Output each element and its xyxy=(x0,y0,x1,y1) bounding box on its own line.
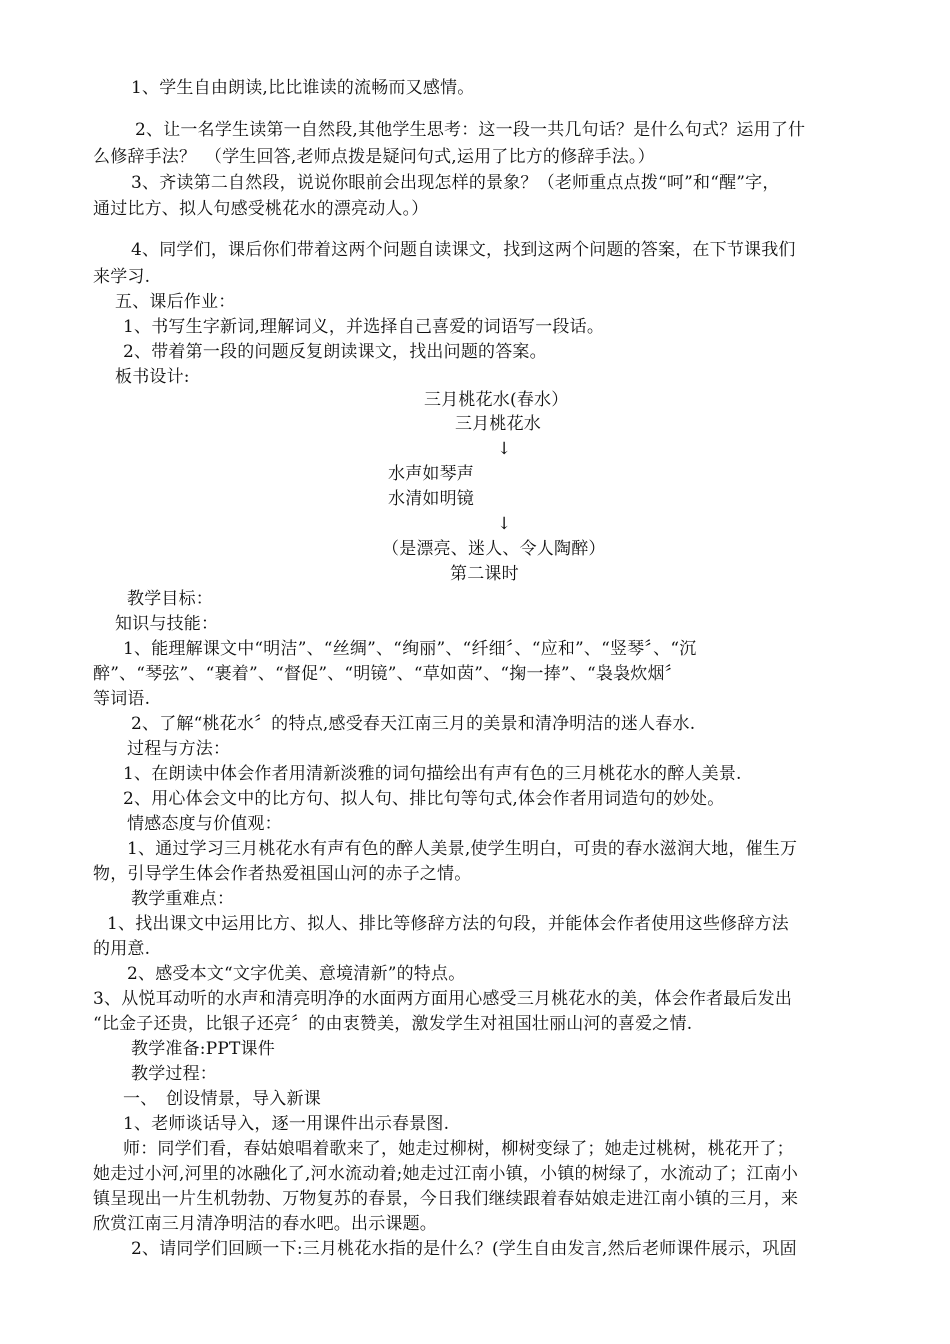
paragraph-line: 物，引导学生体会作者热爱祖国山河的赤子之情。 xyxy=(93,864,472,884)
paragraph-line: 4、同学们，课后你们带着这两个问题自读课文，找到这两个问题的答案，在下节课我们 xyxy=(131,240,796,260)
board-title: 三月桃花水(春水） xyxy=(424,390,569,410)
paragraph-line: 2、让一名学生读第一自然段,其他学生思考：这一段一共几句话？是什么句式？运用了什 xyxy=(135,120,806,140)
section-heading: 知识与技能： xyxy=(115,614,219,634)
section-heading: 五、课后作业： xyxy=(115,292,236,312)
paragraph-line: 2、用心体会文中的比方句、拟人句、排比句等句式,体会作者用词造句的妙处。 xyxy=(123,789,725,809)
paragraph-line: 镇呈现出一片生机勃勃、万物复苏的春景，今日我们继续跟着春姑娘走进江南小镇的三月，来 xyxy=(93,1189,799,1209)
paragraph-line: 3、从悦耳动听的水声和清亮明净的水面两方面用心感受三月桃花水的美，体会作者最后发出 xyxy=(93,989,793,1009)
paragraph-line: 等词语. xyxy=(93,689,151,709)
paragraph-line: 她走过小河,河里的冰融化了,河水流动着;她走过江南小镇，小镇的树绿了，水流动了；江南小 xyxy=(93,1164,799,1184)
section-heading: 教学过程： xyxy=(131,1064,217,1084)
paragraph-line: 通过比方、拟人句感受桃花水的漂亮动人。） xyxy=(93,199,429,219)
paragraph-line: 醉”、“琴弦”、“裹着”、“督促”、“明镜”、“草如茵”、“掬一捧”、“袅袅炊烟〞 xyxy=(93,664,682,684)
paragraph-line: 1、找出课文中运用比方、拟人、排比等修辞方法的句段，并能体会作者使用这些修辞方法 xyxy=(107,914,789,934)
section-heading: 教学目标： xyxy=(127,589,213,609)
paragraph-line: “比金子还贵，比银子还亮〞的由衷赞美，激发学生对祖国壮丽山河的喜爱之情. xyxy=(93,1014,693,1034)
paragraph-line: 2、请同学们回顾一下:三月桃花水指的是什么？(学生自由发言,然后老师课件展示，巩固 xyxy=(131,1239,797,1259)
paragraph-line: 2、带着第一段的问题反复朗读课文，找出问题的答案。 xyxy=(123,342,547,362)
paragraph-line: 来学习. xyxy=(93,267,151,287)
section-heading: 过程与方法： xyxy=(127,739,231,759)
board-line: 水清如明镜 xyxy=(388,489,474,509)
lesson-title: 第二课时 xyxy=(450,564,519,584)
paragraph-line: 1、通过学习三月桃花水有声有色的醉人美景,使学生明白，可贵的春水滋润大地，催生万 xyxy=(127,839,798,859)
paragraph-line: 1、老师谈话导入，逐一用课件出示春景图. xyxy=(123,1114,450,1134)
paragraph-line: 3、齐读第二自然段，说说你眼前会出现怎样的景象？（老师重点点拨“呵”和“醒”字， xyxy=(131,173,780,193)
paragraph-line: 1、书写生字新词,理解词义，并选择自己喜爱的词语写一段话。 xyxy=(123,317,605,337)
arrow-down-icon: ↓ xyxy=(497,439,512,459)
paragraph-line: 1、能理解课文中“明洁”、“丝绸”、“绚丽”、“纤细〞、“应和”、“竖琴〞、“沉 xyxy=(123,639,697,659)
arrow-down-icon: ↓ xyxy=(497,514,512,534)
paragraph-line: 2、了解“桃花水〞的特点,感受春天江南三月的美景和清净明洁的迷人春水. xyxy=(131,714,696,734)
section-heading: 教学重难点： xyxy=(131,889,235,909)
paragraph-line: 1、学生自由朗读,比比谁读的流畅而又感情。 xyxy=(131,78,475,98)
paragraph-line: 么修辞手法？ （学生回答,老师点拨是疑问句式,运用了比方的修辞手法。） xyxy=(93,147,655,167)
paragraph-line: 2、感受本文“文字优美、意境清新”的特点。 xyxy=(127,964,466,984)
paragraph-line: 的用意. xyxy=(93,939,151,959)
section-heading: 情感态度与价值观： xyxy=(127,814,282,834)
board-line: 水声如琴声 xyxy=(388,464,474,484)
paragraph-line: 教学准备:PPT课件 xyxy=(131,1039,275,1059)
section-heading: 板书设计: xyxy=(115,367,190,387)
paragraph-line: 1、在朗读中体会作者用清新淡雅的词句描绘出有声有色的三月桃花水的醉人美景. xyxy=(123,764,742,784)
paragraph-line: 欣赏江南三月清净明洁的春水吧。出示课题。 xyxy=(93,1214,437,1234)
section-heading: 一、 创设情景，导入新课 xyxy=(123,1089,321,1109)
board-line: 三月桃花水 xyxy=(455,414,541,434)
board-line: （是漂亮、迷人、令人陶醉） xyxy=(382,539,606,559)
paragraph-line: 师：同学们看，春姑娘唱着歌来了，她走过柳树，柳树变绿了；她走过桃树，桃花开了； xyxy=(123,1139,794,1159)
